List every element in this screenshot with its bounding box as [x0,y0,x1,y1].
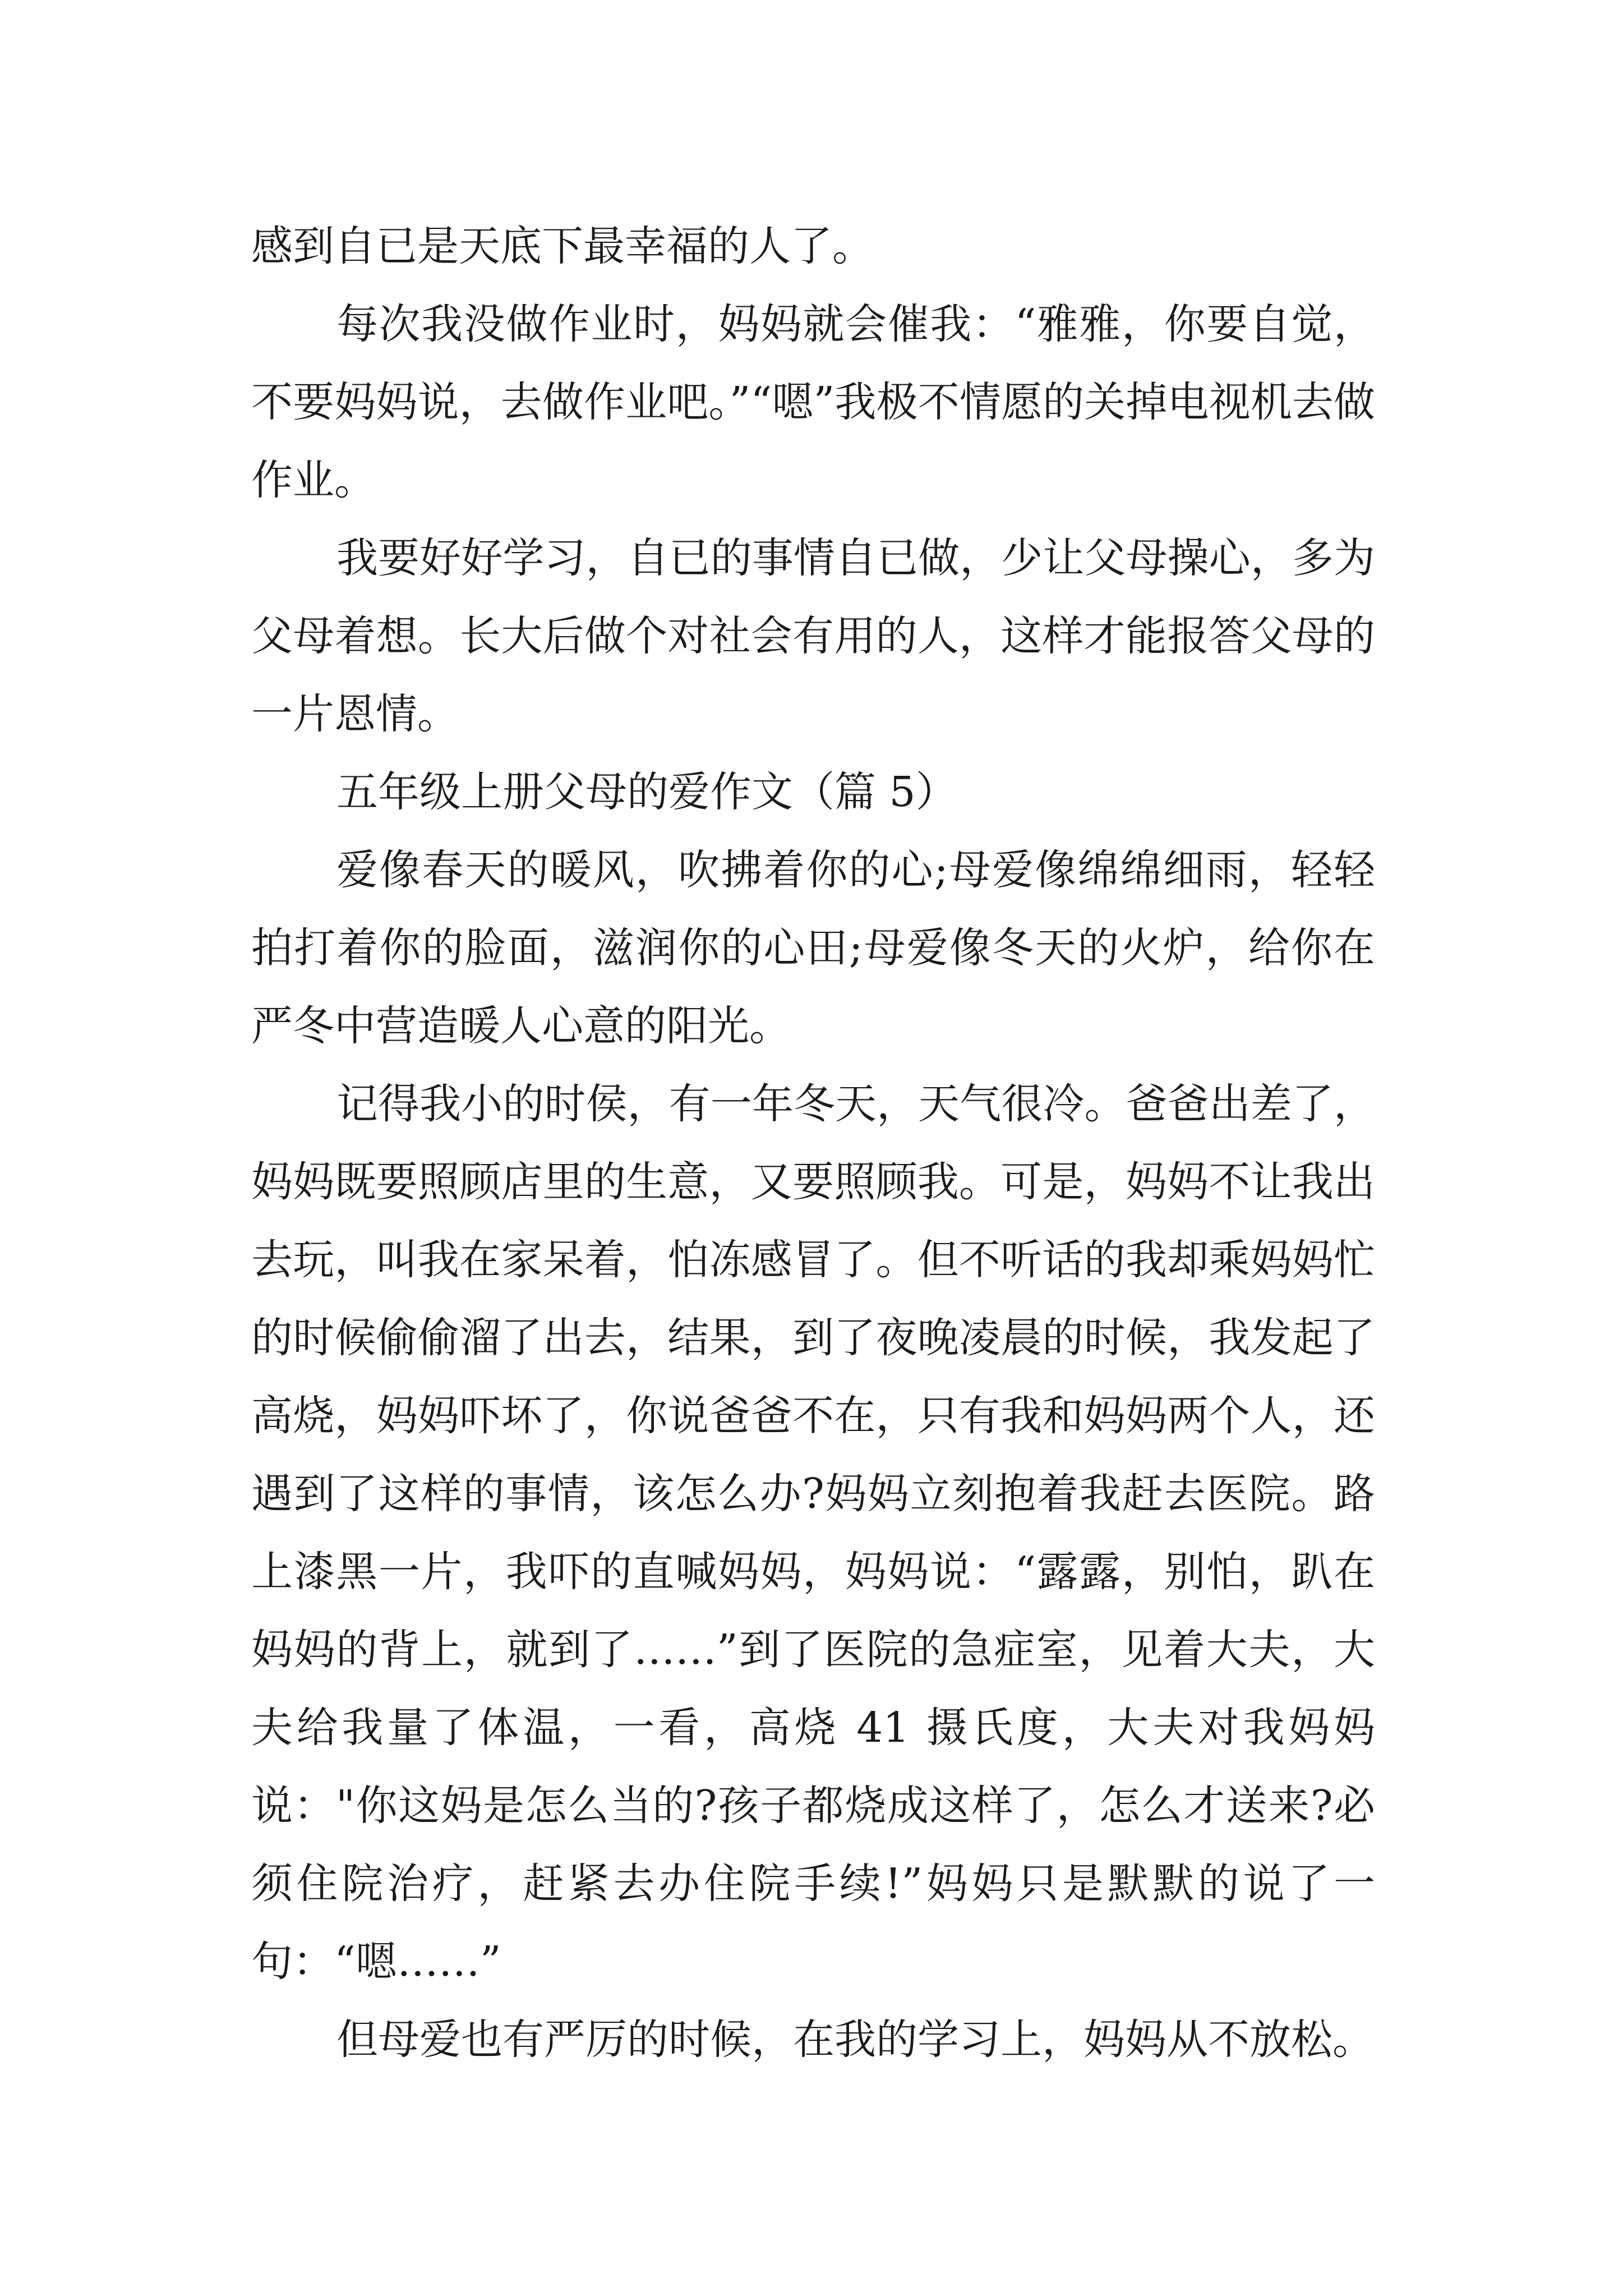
paragraph-strict: 但母爱也有严厉的时候，在我的学习上，妈妈从不放松。 [336,2016,1374,2064]
paragraph-resolve: 我要好好学习，自已的事情自已做，少让父母操心，多为父母着想。长大后做个对社会有用的人，这样才能报答父母的一片恩情。 [251,534,1375,738]
paragraph-fever-story: 记得我小的时侯，有一年冬天，天气很冷。爸爸出差了，妈妈既要照顾店里的生意，又要照顾我。可是，妈妈不让我出去玩，叫我在家呆着，怕冻感冒了。但不听话的我却乘妈妈忙的时候偷偷溜了出去，结果，到了夜晚凌晨的时候，我发起了高烧，妈妈吓坏了，你说爸爸不在，只有我和妈妈两个人，还遇到了这样的事情，该怎么办?妈妈立刻抱着我赶去医院。路上漆黑一片，我吓的直喊妈妈，妈妈说：“露露，别怕，趴在妈妈的背上，就到了……”到了医院的急症室，见着大夫，大夫给我量了体温，一看，高烧 41 摄氏度，大夫对我妈妈说："你这妈是怎么当的?孩子都烧成这样了，怎么才送来?必须住院治疗，赶紧去办住院手续!”妈妈只是默默的说了一句：“嗯……” [251,1080,1375,1986]
paragraph-mother-love: 爱像春天的暖风，吹拂着你的心;母爱像绵绵细雨，轻轻拍打着你的脸面，滋润你的心田;母爱像冬天的火炉，给你在严冬中营造暖人心意的阳光。 [251,846,1375,1050]
paragraph-homework: 每次我没做作业时，妈妈就会催我：“雅雅，你要自觉，不要妈妈说，去做作业吧。”“嗯”我极不情愿的关掉电视机去做作业。 [251,300,1375,504]
document-body [251,208,1375,2079]
section-heading: 五年级上册父母的爱作文（篇 5） [336,768,957,816]
paragraph-continuation: 感到自已是天底下最幸福的人了。 [251,222,874,270]
